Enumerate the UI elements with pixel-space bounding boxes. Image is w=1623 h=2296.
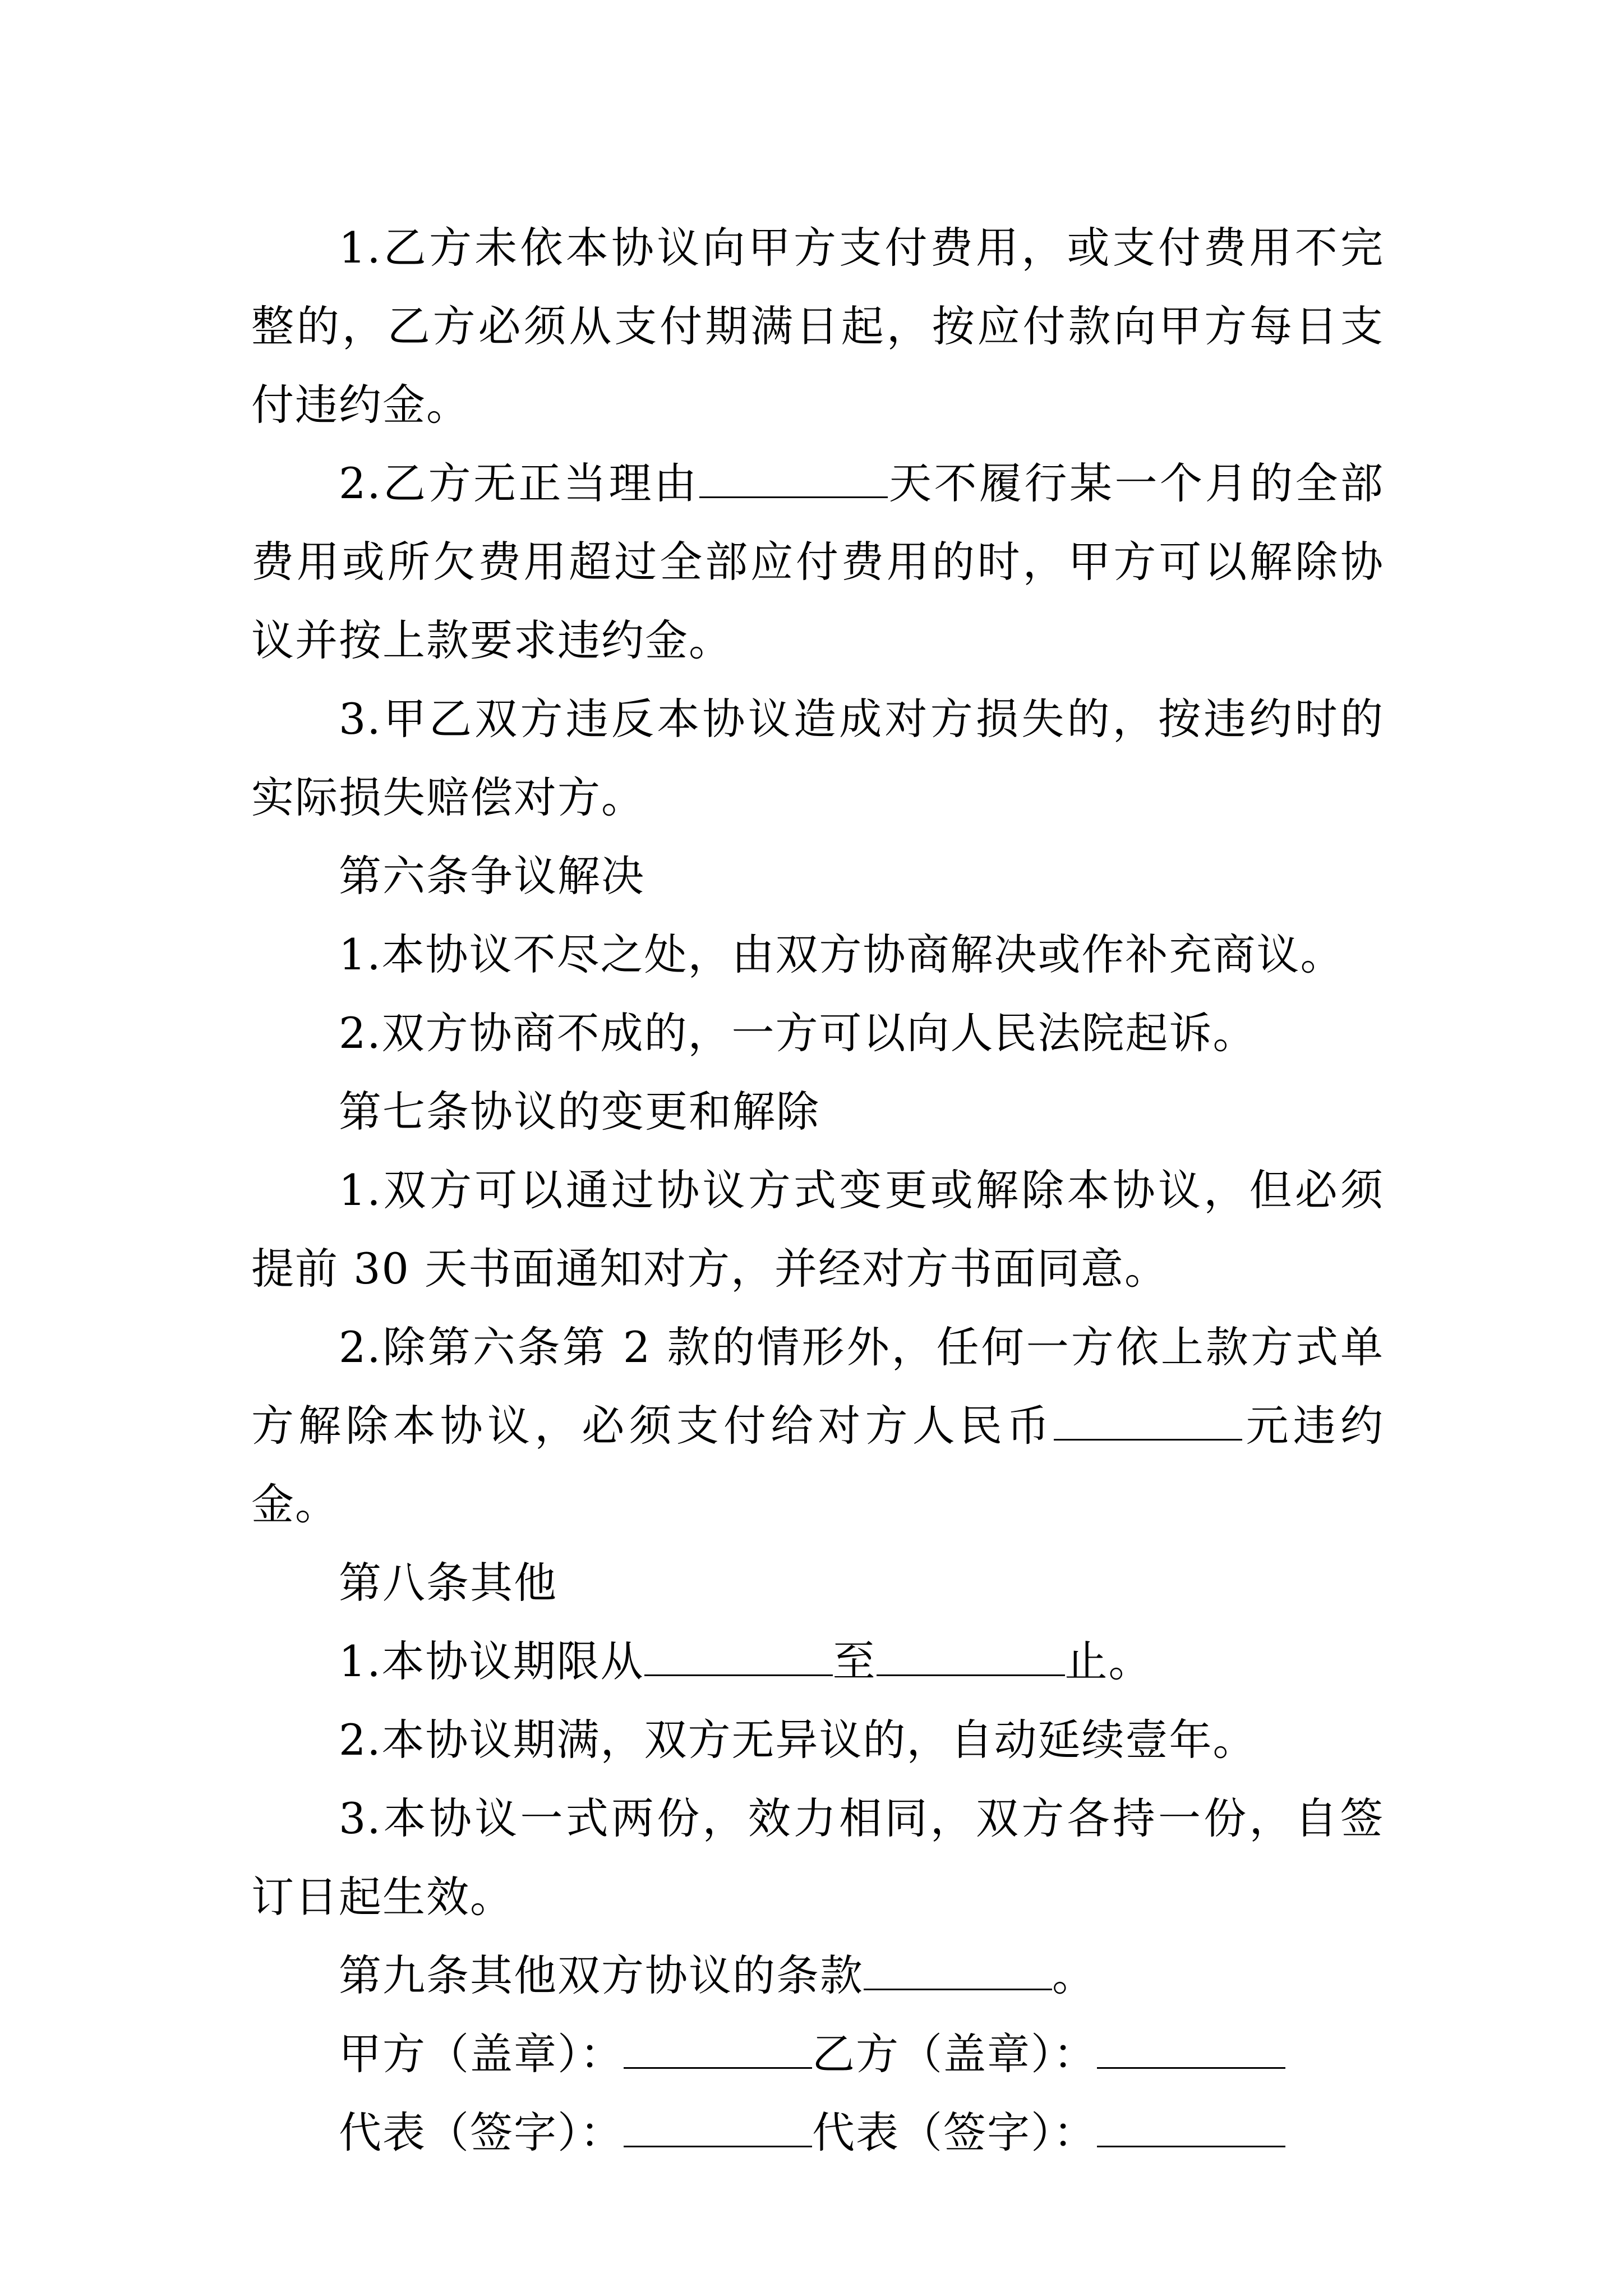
fill-in-blank[interactable] bbox=[1054, 1402, 1242, 1441]
clause-breach-1 bbox=[251, 209, 1384, 444]
text-segment: 止。 bbox=[1064, 1636, 1152, 1686]
fill-in-blank[interactable] bbox=[1097, 2109, 1285, 2147]
text-segment: 2.本协议期满，双方无异议的，自动延续壹年。 bbox=[339, 1715, 1257, 1765]
text-segment: 。 bbox=[1052, 1950, 1096, 2000]
text-segment: 至 bbox=[832, 1636, 877, 1686]
text-segment: 第七条协议的变更和解除 bbox=[339, 1087, 820, 1137]
clause-change-2 bbox=[251, 1308, 1384, 1544]
clause-breach-2 bbox=[251, 444, 1384, 680]
document-body bbox=[251, 209, 1384, 2172]
fill-in-blank[interactable] bbox=[624, 2109, 812, 2147]
fill-in-blank[interactable] bbox=[644, 1638, 833, 1676]
text-segment: 2.除第六条第 2 款的情形外，任何一方依上款方式单方解除本协议，必须支付给对方人民币 bbox=[251, 1322, 1384, 1451]
text-segment: 第六条争议解决 bbox=[339, 851, 645, 901]
text-segment: 3.甲乙双方违反本协议造成对方损失的，按违约时的实际损失赔偿对方。 bbox=[251, 694, 1384, 822]
text-segment: 第九条其他双方协议的条款 bbox=[339, 1950, 864, 2000]
text-segment: 元违约金。 bbox=[251, 1401, 1385, 1529]
seal-line bbox=[251, 2015, 1384, 2093]
clause-other-3 bbox=[251, 1779, 1384, 1936]
text-segment: 甲方（盖章）： bbox=[339, 2029, 624, 2079]
article-9-line bbox=[251, 1936, 1384, 2015]
fill-in-blank[interactable] bbox=[877, 1638, 1065, 1676]
text-segment: 1.双方可以通过协议方式变更或解除本协议，但必须提前 30 天书面通知对方，并经对方书面同意。 bbox=[251, 1165, 1384, 1294]
signature-line bbox=[251, 2093, 1384, 2172]
fill-in-blank[interactable] bbox=[1097, 2031, 1285, 2069]
text-segment: 天不履行某一个月的全部费用或所欠费用超过全部应付费用的时，甲方可以解除协议并按上款要求违约金。 bbox=[251, 458, 1385, 665]
clause-dispute-1 bbox=[251, 915, 1384, 994]
article-8-heading bbox=[251, 1544, 1384, 1622]
fill-in-blank[interactable] bbox=[624, 2031, 812, 2069]
clause-breach-3 bbox=[251, 680, 1384, 837]
text-segment: 3.本协议一式两份，效力相同，双方各持一份，自签订日起生效。 bbox=[251, 1793, 1384, 1922]
article-6-heading bbox=[251, 837, 1384, 915]
text-segment: 1.本协议期限从 bbox=[339, 1636, 644, 1686]
text-segment: 乙方（盖章）： bbox=[812, 2029, 1097, 2079]
fill-in-blank[interactable] bbox=[699, 460, 888, 498]
text-segment: 代表（签字）： bbox=[812, 2108, 1097, 2157]
clause-other-2 bbox=[251, 1701, 1384, 1779]
text-segment: 2.双方协商不成的，一方可以向人民法院起诉。 bbox=[339, 1008, 1257, 1058]
clause-other-1 bbox=[251, 1622, 1384, 1701]
text-segment: 第八条其他 bbox=[339, 1558, 557, 1608]
text-segment: 代表（签字）： bbox=[339, 2108, 624, 2157]
article-7-heading bbox=[251, 1073, 1384, 1151]
clause-change-1 bbox=[251, 1151, 1384, 1308]
text-segment: 1.本协议不尽之处，由双方协商解决或作补充商议。 bbox=[339, 930, 1344, 979]
text-segment: 1.乙方未依本协议向甲方支付费用，或支付费用不完整的，乙方必须从支付期满日起，按应付款向甲方每日支付违约金。 bbox=[251, 223, 1384, 430]
fill-in-blank[interactable] bbox=[864, 1952, 1052, 1990]
text-segment: 2.乙方无正当理由 bbox=[339, 458, 699, 508]
clause-dispute-2 bbox=[251, 994, 1384, 1073]
